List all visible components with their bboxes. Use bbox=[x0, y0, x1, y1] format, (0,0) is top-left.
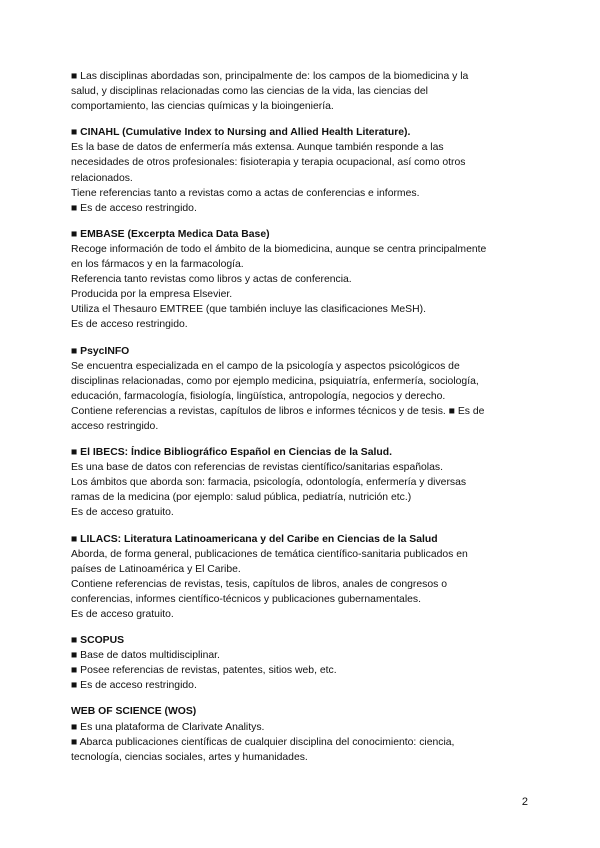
section-line: Es de acceso gratuito. bbox=[71, 507, 174, 519]
section-line: Es una base de datos con referencias de revistas científico/sanitarias españolas. bbox=[71, 462, 443, 474]
section-line: necesidades de otros profesionales: fisioterapia y terapia ocupacional, así como otros bbox=[71, 157, 466, 169]
section-line: relacionados. bbox=[71, 172, 133, 184]
section-title: ■ El IBECS: Índice Bibliográfico Español en Ciencias de la Salud. bbox=[71, 447, 392, 459]
intro-line: comportamiento, las ciencias químicas y la bioingeniería. bbox=[71, 101, 334, 113]
intro-paragraph bbox=[71, 69, 541, 114]
section-line: Producida por la empresa Elsevier. bbox=[71, 289, 233, 301]
section-line: Tiene referencias tanto a revistas como a actas de conferencias e informes. bbox=[71, 187, 420, 199]
section-line: ramas de la medicina (por ejemplo: salud pública, pediatría, nutrición etc.) bbox=[71, 492, 412, 504]
section-title: ■ LILACS: Literatura Latinoamericana y del Caribe en Ciencias de la Salud bbox=[71, 533, 438, 545]
section-line: ■ Es una plataforma de Clarivate Analitys. bbox=[71, 721, 265, 733]
section-line: Aborda, de forma general, publicaciones de temática científico-sanitaria publicados en bbox=[71, 548, 468, 560]
page-number: 2 bbox=[521, 796, 528, 808]
section-line: Es de acceso gratuito. bbox=[71, 609, 174, 620]
section-line: Es la base de datos de enfermería más extensa. Aunque también responde a las bbox=[71, 142, 444, 154]
section-line: disciplinas relacionadas, como por ejemplo medicina, psiquiatría, enfermería, sociología, bbox=[71, 375, 479, 387]
section-embase bbox=[71, 227, 541, 333]
section-line: educación, farmacología, fisiología, lingüística, antropología, negocios y derecho. bbox=[71, 390, 446, 402]
section-line: Contiene referencias a revistas, capítulos de libros e informes técnicos y de tesis. ■ Es de bbox=[71, 405, 485, 417]
section-line: tecnología, ciencias sociales, artes y humanidades. bbox=[71, 751, 308, 763]
section-title: WEB OF SCIENCE (WOS) bbox=[71, 706, 197, 718]
section-ibecs bbox=[71, 445, 541, 520]
section-title: ■ PsycINFO bbox=[71, 345, 130, 357]
section-line: Contiene referencias de revistas, tesis, capítulos de libros, anales de congresos o bbox=[71, 578, 448, 590]
intro-line: salud, y disciplinas relacionadas como las ciencias de la vida, las ciencias del bbox=[71, 86, 428, 98]
section-line: Utiliza el Thesauro EMTREE (que también incluye las clasificaciones MeSH). bbox=[71, 304, 426, 316]
section-line: ■ Abarca publicaciones científicas de cualquier disciplina del conocimiento: ciencia, bbox=[71, 736, 455, 748]
section-line: Recoge información de todo el ámbito de la biomedicina, aunque se centra principalmente bbox=[71, 243, 487, 255]
section-line: ■ Posee referencias de revistas, patentes, sitios web, etc. bbox=[71, 665, 337, 677]
section-scopus bbox=[71, 633, 541, 693]
section-lilacs bbox=[71, 532, 541, 623]
section-line: países de Latinoamérica y El Caribe. bbox=[71, 563, 241, 575]
section-title: ■ SCOPUS bbox=[71, 635, 125, 647]
section-line: acceso restringido. bbox=[71, 420, 159, 432]
section-line: Referencia tanto revistas como libros y actas de conferencia. bbox=[71, 274, 352, 286]
intro-line: ■ Las disciplinas abordadas son, principalmente de: los campos de la biomedicina y la bbox=[71, 71, 469, 82]
section-cinahl bbox=[71, 125, 541, 216]
document-body bbox=[71, 69, 541, 765]
section-line: ■ Es de acceso restringido. bbox=[71, 202, 197, 214]
section-line: en los fármacos y en la farmacología. bbox=[71, 259, 244, 271]
section-line: conferencias, informes científico-técnicos y publicaciones gubernamentales. bbox=[71, 593, 421, 605]
section-title: ■ EMBASE (Excerpta Medica Data Base) bbox=[71, 228, 270, 240]
section-title: ■ CINAHL (Cumulative Index to Nursing and Allied Health Literature). bbox=[71, 127, 411, 139]
section-line: ■ Base de datos multidisciplinar. bbox=[71, 650, 220, 662]
section-line: Se encuentra especializada en el campo de la psicología y aspectos psicológicos de bbox=[71, 360, 460, 372]
section-line: ■ Es de acceso restringido. bbox=[71, 680, 197, 692]
section-psycinfo bbox=[71, 344, 541, 435]
section-line: Es de acceso restringido. bbox=[71, 319, 188, 331]
section-line: Los ámbitos que aborda son: farmacia, psicología, odontología, enfermería y diversas bbox=[71, 477, 467, 489]
section-wos bbox=[71, 704, 541, 764]
